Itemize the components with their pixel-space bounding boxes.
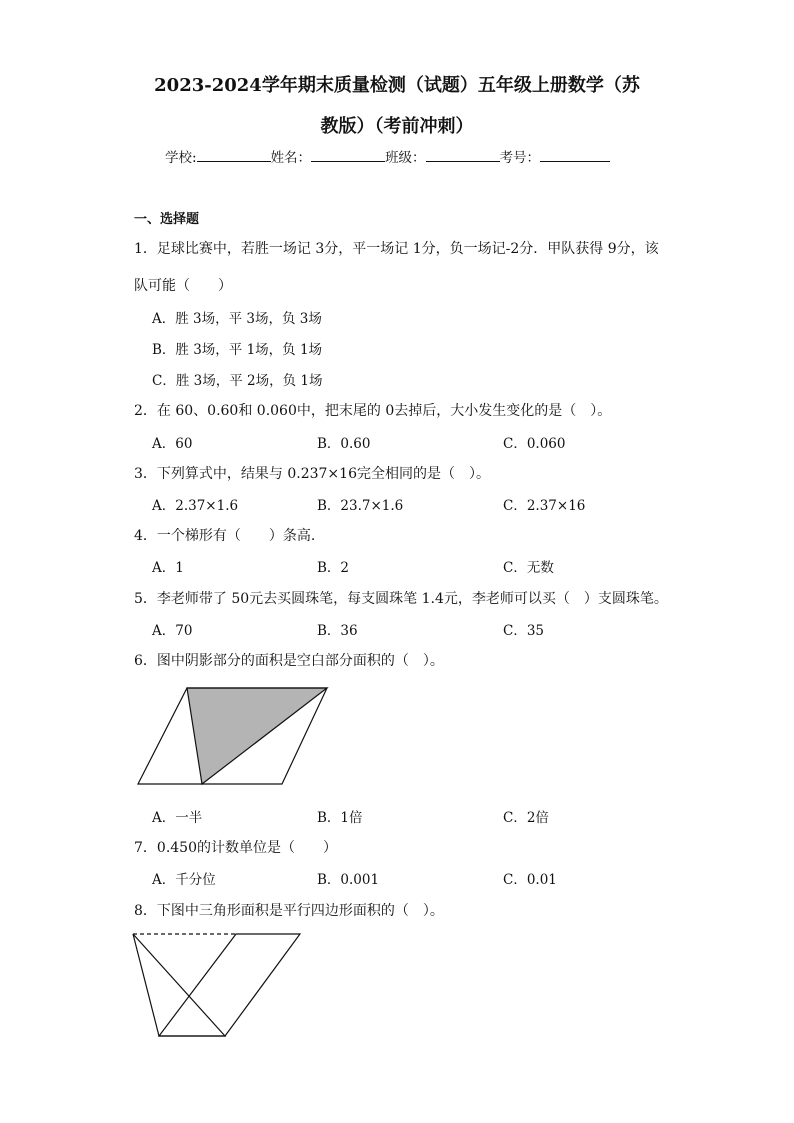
question-3-option-b[interactable]: B．23.7×1.6 <box>317 498 404 514</box>
question-2-option-b[interactable]: B．0.60 <box>317 436 371 452</box>
triangle-outline <box>133 934 225 1036</box>
question-7-text: 7．0.450的计数单位是（ ） <box>134 840 337 856</box>
question-8-figure <box>128 928 306 1040</box>
question-3-option-a[interactable]: A．2.37×1.6 <box>152 498 239 514</box>
question-7-option-b[interactable]: B．0.001 <box>317 872 380 888</box>
question-3-text: 3．下列算式中，结果与 0.237×16完全相同的是（ ）。 <box>134 466 490 482</box>
question-6-option-b[interactable]: B．1倍 <box>317 810 363 826</box>
class-blank[interactable] <box>426 147 500 162</box>
question-6-option-c[interactable]: C．2倍 <box>503 810 549 826</box>
question-1-line-1: 1．足球比赛中，若胜一场记 3分，平一场记 1分，负一场记-2分．甲队获得 9分，该 <box>134 241 659 257</box>
school-blank[interactable] <box>197 147 271 162</box>
question-4-option-a[interactable]: A．1 <box>152 560 184 576</box>
question-1-option-c[interactable]: C．胜 3场，平 2场，负 1场 <box>152 373 323 389</box>
question-6-text: 6．图中阴影部分的面积是空白部分面积的（ ）。 <box>134 653 444 669</box>
question-1-option-b[interactable]: B．胜 3场，平 1场，负 1场 <box>152 342 323 358</box>
question-5-text: 5．李老师带了 50元去买圆珠笔，每支圆珠笔 1.4元，李老师可以买（ ）支圆珠笔。 <box>134 591 668 607</box>
question-5-option-c[interactable]: C．35 <box>503 623 545 639</box>
school-label: 学校: <box>165 150 197 166</box>
question-6-option-a[interactable]: A．一半 <box>152 810 203 826</box>
question-7-option-c[interactable]: C．0.01 <box>503 872 557 888</box>
question-4-text: 4．一个梯形有（ ）条高. <box>134 528 316 544</box>
parallelogram-outline <box>159 934 300 1036</box>
question-4-option-c[interactable]: C．无数 <box>503 560 554 576</box>
page-title-line-1: 2023-2024学年期末质量检测（试题）五年级上册数学（苏 <box>154 75 640 96</box>
name-blank[interactable] <box>311 147 385 162</box>
question-6-figure <box>130 682 335 790</box>
question-8-text: 8．下图中三角形面积是平行四边形面积的（ ）。 <box>134 903 444 919</box>
shaded-triangle <box>187 688 327 784</box>
page-title-line-2: 教版）（考前冲刺） <box>320 116 474 137</box>
question-2-option-a[interactable]: A．60 <box>152 436 193 452</box>
exam-number-blank[interactable] <box>540 147 610 162</box>
exam-number-label: 考号： <box>499 150 541 166</box>
question-1-option-a[interactable]: A．胜 3场，平 3场，负 3场 <box>152 311 322 327</box>
question-2-text: 2．在 60、0.60和 0.060中，把末尾的 0去掉后，大小发生变化的是（ ）。 <box>134 403 612 419</box>
question-2-option-c[interactable]: C．0.060 <box>503 436 566 452</box>
question-5-option-b[interactable]: B．36 <box>317 623 358 639</box>
section-title: 一、选择题 <box>134 212 200 227</box>
question-7-option-a[interactable]: A．千分位 <box>152 872 216 888</box>
class-label: 班级： <box>385 150 426 166</box>
question-3-option-c[interactable]: C．2.37×16 <box>503 498 586 514</box>
question-1-line-2: 队可能（ ） <box>134 278 232 294</box>
question-4-option-b[interactable]: B．2 <box>317 560 350 576</box>
name-label: 姓名： <box>270 150 312 166</box>
question-5-option-a[interactable]: A．70 <box>152 623 193 639</box>
student-info-row <box>165 146 610 166</box>
